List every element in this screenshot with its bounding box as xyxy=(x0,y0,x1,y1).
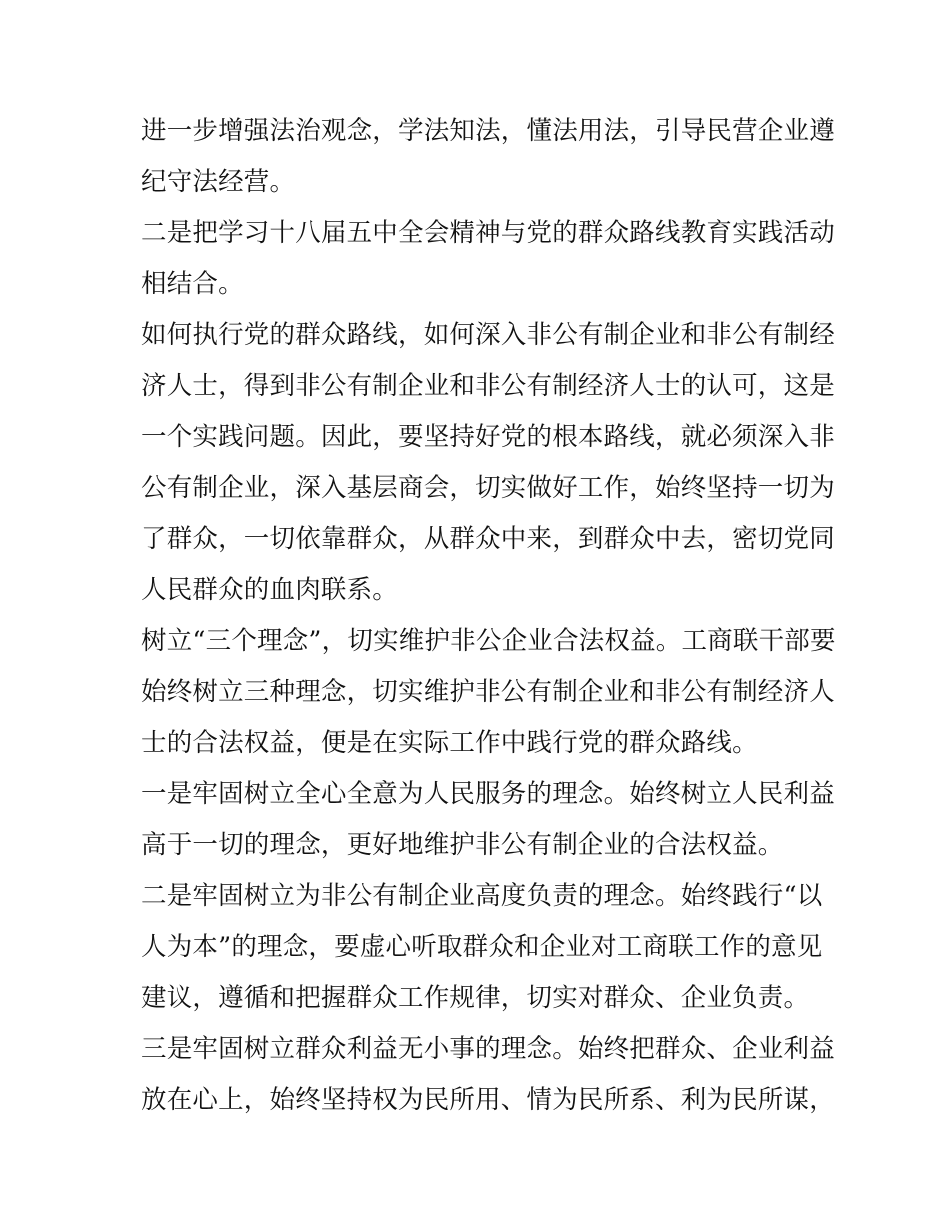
text-line: 一个实践问题。因此，要坚持好党的根本路线，就必须深入非 xyxy=(141,422,835,452)
text-line: 建议，遵循和把握群众工作规律，切实对群众、企业负责。 xyxy=(141,983,810,1013)
paragraph-rule-of-law xyxy=(141,106,835,208)
text-line: 相结合。 xyxy=(141,269,244,299)
text-line: 始终树立三种理念，切实维护非公有制企业和非公有制经济人 xyxy=(141,677,835,707)
text-line: 了群众，一切依靠群众，从群众中来，到群众中去，密切党同 xyxy=(141,524,835,554)
text-line: 二是牢固树立为非公有制企业高度负责的理念。始终践行“以 xyxy=(141,881,823,911)
text-line: 如何执行党的群众路线，如何深入非公有制企业和非公有制经 xyxy=(141,320,835,350)
paragraph-three-concepts xyxy=(141,616,836,769)
text-line: 人为本”的理念，要虚心听取群众和企业对工商联工作的意见 xyxy=(141,932,823,962)
paragraph-mass-line xyxy=(141,310,835,616)
paragraph-concept-three xyxy=(141,1024,835,1126)
text-line: 纪守法经营。 xyxy=(141,167,296,197)
document-body xyxy=(141,106,836,1126)
paragraph-concept-two xyxy=(141,871,823,1024)
text-line: 放在心上，始终坚持权为民所用、情为民所系、利为民所谋， xyxy=(141,1085,835,1115)
text-line: 公有制企业，深入基层商会，切实做好工作，始终坚持一切为 xyxy=(141,473,835,503)
text-line: 一是牢固树立全心全意为人民服务的理念。始终树立人民利益 xyxy=(141,779,835,809)
text-line: 人民群众的血肉联系。 xyxy=(141,575,399,605)
text-line: 士的合法权益，便是在实际工作中践行党的群众路线。 xyxy=(141,728,758,758)
text-line: 进一步增强法治观念，学法知法，懂法用法，引导民营企业遵 xyxy=(141,116,835,146)
text-line: 济人士，得到非公有制企业和非公有制经济人士的认可，这是 xyxy=(141,371,835,401)
text-line: 高于一切的理念，更好地维护非公有制企业的合法权益。 xyxy=(141,830,784,860)
paragraph-combine-study xyxy=(141,208,835,310)
paragraph-concept-one xyxy=(141,769,835,871)
text-line: 三是牢固树立群众利益无小事的理念。始终把群众、企业利益 xyxy=(141,1034,835,1064)
text-line: 二是把学习十八届五中全会精神与党的群众路线教育实践活动 xyxy=(141,218,835,248)
text-line: 树立“三个理念”，切实维护非公企业合法权益。工商联干部要 xyxy=(141,626,836,656)
